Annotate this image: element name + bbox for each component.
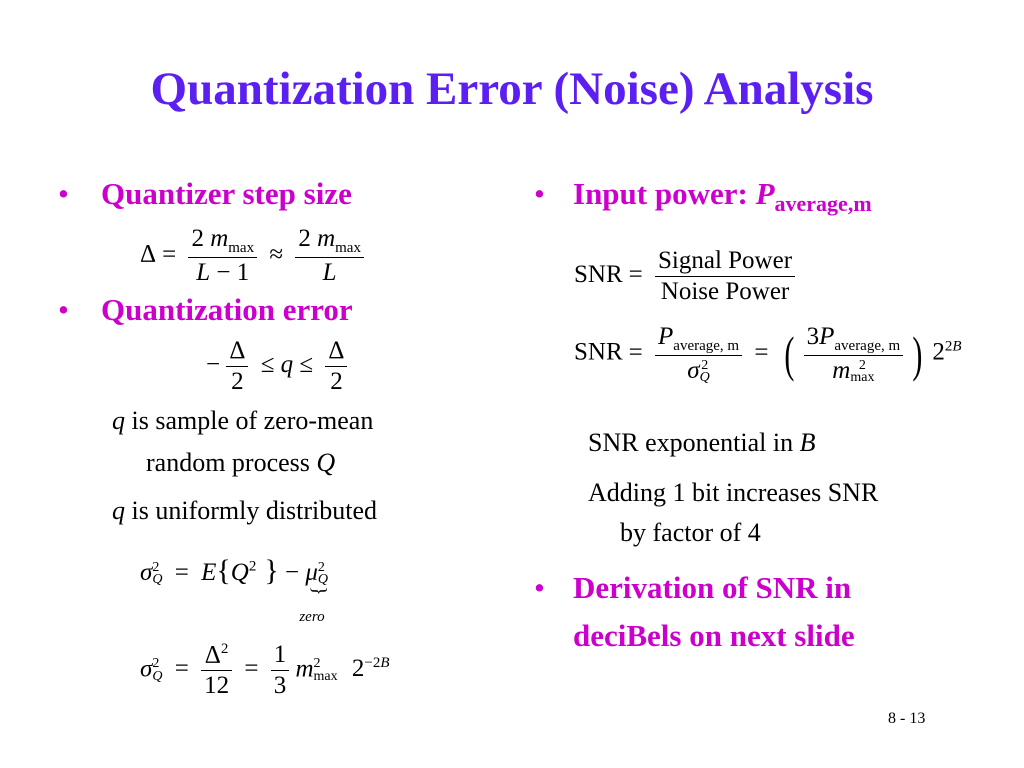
fraction: $\frac{\Delta}{2}$	[325, 336, 347, 397]
var-Q: Q	[316, 448, 336, 477]
equation-snr-definition: SNR = $\frac{\text{Signal Power}}{\text{Noise Power}}$	[574, 246, 795, 307]
fraction: $\frac{\Delta^2}{12}$	[201, 640, 232, 701]
text-line: random process	[146, 448, 317, 477]
fraction: $\frac{2 m_{max}}{L}$	[295, 224, 364, 288]
signal-power: Signal Power	[655, 246, 795, 277]
fraction: $\frac{2 m_{max}}{L - 1}$	[188, 224, 257, 288]
bullet-dot: •	[534, 176, 545, 211]
page-number: 8 - 13	[888, 710, 926, 727]
bullet-dot: •	[534, 570, 545, 605]
equation-snr-expression: SNR = $P_{average, m}$ σ 2 Q = ( $3P_{average, m}$ m 2 max ) $2^{2B}$	[574, 323, 962, 386]
noise-power: Noise Power	[660, 278, 790, 305]
text-snr-exponential	[588, 428, 815, 458]
equation-step-size: Δ = $\frac{2 m_{max}}{L - 1}$ ≈ $\frac{2 m_{max}}{L}$	[140, 224, 364, 288]
bullet-quantizer-step-size	[58, 176, 352, 212]
bullet-text: Input power:	[573, 176, 756, 211]
text-line: is sample of zero-mean	[125, 406, 374, 435]
text-factor-four	[620, 518, 761, 548]
var-B: B	[799, 428, 816, 457]
text-random-process	[146, 448, 335, 478]
bullet-text: Quantization error	[101, 292, 353, 327]
fraction: $\frac{1}{3}$	[271, 640, 290, 701]
fraction	[655, 246, 795, 307]
bullet-text: Quantizer step size	[101, 176, 352, 211]
snr-label: SNR	[574, 261, 623, 289]
snr-label: SNR	[574, 338, 623, 366]
bullet-text: Derivation of SNR in	[573, 570, 852, 605]
var-P: P	[755, 176, 775, 211]
fraction: $P_{average, m}$ σ 2 Q	[655, 322, 742, 386]
bullet-input-power	[534, 176, 872, 217]
bullet-derivation-line2	[573, 618, 855, 654]
bullet-dot: •	[58, 176, 69, 211]
bullet-derivation	[534, 570, 851, 606]
bullet-text: deciBels on next slide	[573, 618, 855, 653]
text-q-sample	[112, 406, 373, 436]
label-zero: zero	[299, 609, 325, 625]
fraction: $3P_{average, m}$ m 2 max	[804, 322, 904, 386]
text-line: Adding 1 bit increases SNR	[588, 478, 879, 507]
var-q: q	[112, 406, 125, 435]
bullet-dot: •	[58, 292, 69, 327]
text-q-uniform	[112, 496, 377, 526]
subscript: average, m	[834, 338, 901, 354]
text-line: SNR exponential in	[588, 428, 800, 457]
text-line: is uniformly distributed	[125, 496, 378, 525]
subscript: average, m	[673, 338, 740, 354]
text-adding-bit	[588, 478, 878, 508]
subscript: average,m	[774, 191, 872, 217]
equation-variance-result: σ 2 Q = $\frac{\Delta^2}{12}$ = $\frac{1}{3}$ m 2 max $2^{-2B}$	[140, 641, 390, 700]
fraction: $\frac{\Delta}{2}$	[226, 336, 248, 397]
equation-variance-expectation: σ 2 Q = $E\{Q^2$ } − μ 2 Q } zero	[140, 554, 331, 625]
bullet-quantization-error	[58, 292, 353, 328]
equation-error-range: − $\frac{\Delta}{2}$ ≤ q ≤ $\frac{\Delta}{2}$	[206, 336, 347, 397]
slide-title: Quantization Error (Noise) Analysis	[150, 63, 874, 115]
text-line: by factor of 4	[620, 518, 761, 547]
var-q: q	[112, 496, 125, 525]
